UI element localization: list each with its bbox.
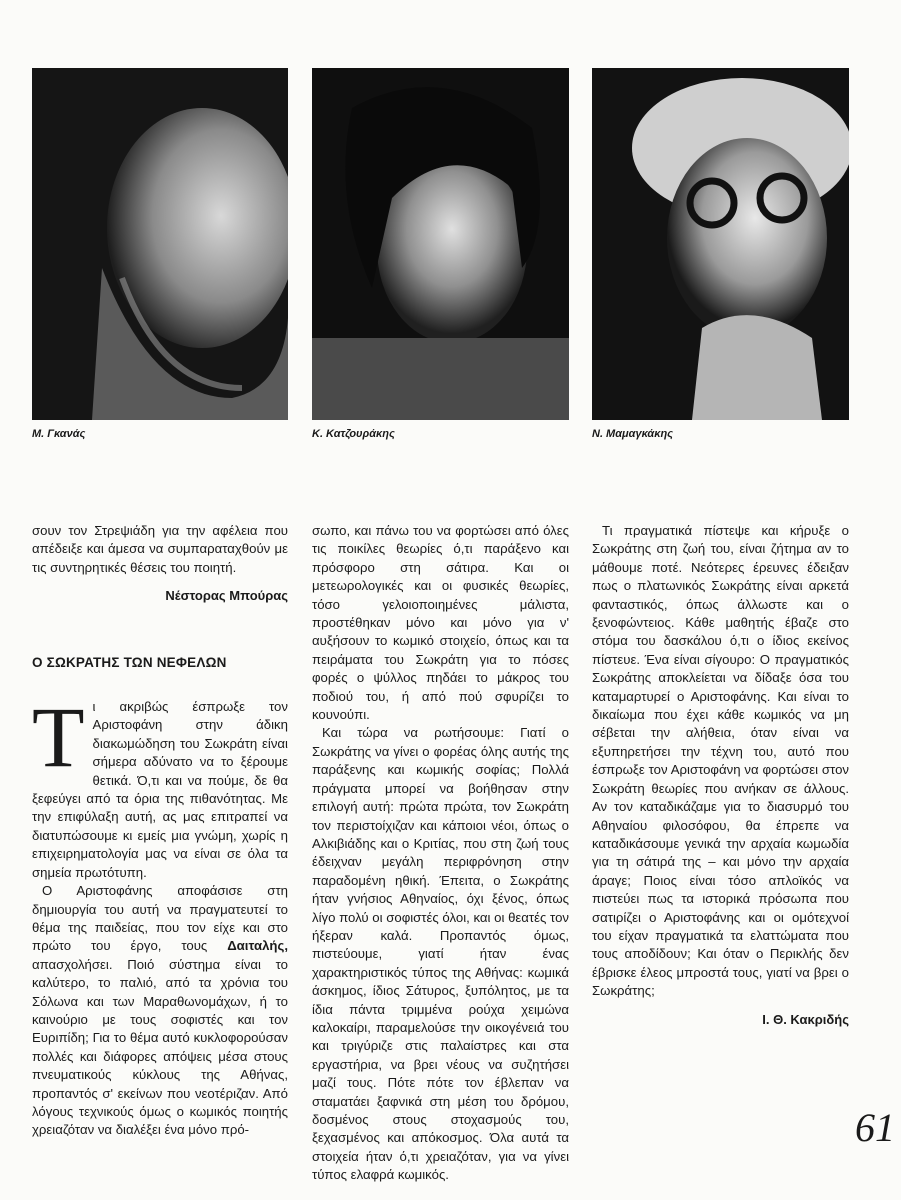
paragraph: Και τώρα να ρωτήσουμε: Γιατί ο Σωκράτης να γίνει ο φορέας όλης αυτής της παράξενης και κωμικής σοφίας; Πολλά πράγματα μπορεί να βοήθησαν στην επιλογή αυτή: πρώτα πρώτα, τον Σωκράτη τον περιστοίχιζαν και κάποιοι νέοι, όπως ο Αλκιβιάδης και ο Κριτίας, που στη ζωή τους έδειχναν μεγάλη περιφρόνηση στην παραδομένη ηθική. Έπειτα, ο Σωκράτης ήταν γνήσιος Αθηναίος, όχι ξένος, όπως λίγο πολύ οι σοφιστές όλοι, και οι θεατές τον ήξεραν καλά. Προπαντός όμως, πιστεύουμε, γιατί ήταν ένας χαρακτηριστικός τύπος της Αθήνας: κωμικά άσκημος, ίδιος Σάτυρος, ξυπόλητος, με τα ίδια πάντα τριμμένα ρούχα χειμώνα καλοκαίρι, παραμελούσε την οικογένειά του και τριγύριζε στις παλαίστρες και στα εργαστήρια, να βρει νέους να συζητήσει μαζί τους. Πότε πότε τον έβλεπαν να σταματάει ξαφνικά στη μέση του δρόμου, δοσμένος στους στοχασμούς του, ξεχασμένος και απόκοσμος. Όλα αυτά τα στοιχεία ήταν ό,τι χρειαζόταν, για να γίνει τύπος ελαφρά κωμικός. [312,725,569,1183]
photo-mamagkakis [592,68,849,420]
drop-cap: Τ [32,689,85,786]
portrait-image [592,68,849,420]
photo-caption-2: Κ. Κατζουράκης [312,428,395,440]
paragraph: Τι πραγματικά πίστεψε και κήρυξε ο Σωκράτης στη ζωή του, είναι ζήτημα αν το μάθουμε ποτέ. Νεότερες έρευνες έδειξαν πως ο πλατωνικός Σωκράτης είναι αρκετά φανταστικός, όπως άλλωστε και ο ξενοφώντειος. Κάθε μαθητής έβαζε στο στόμα του δασκάλου ό,τι ο ίδιος εκείνος πίστευε. Ένα είναι σίγουρο: Ο πραγματικός Σωκράτης αποκλείεται να δίδαξε όσα του καταμαρτυρεί ο Αριστοφάνης. Και είναι το δικαίωμα που έχει κάθε κωμικός να μη σέβεται την αλήθεια, όταν είναι να εξυπηρετήσει την τέχνη του, αυτό που έσπρωξε τον Αριστοφάνη να φορτώσει στον Σωκράτη θεωρίες που ανήκαν σε άλλους. Αν τον καταδικάζαμε για το διασυρμό του Αθηναίου φιλοσόφου, θα έπρεπε να καταδικάσουμε γενικά την αρχαία κωμωδία για τη σάτιρά της – και μόνο την αρχαία άραγε; Ποιος είναι τόσο απλοϊκός να πιστεύει πως τα ιστορικά πρόσωπα που σατιρίζει ο Αριστοφάνης και οι ομότεχνοί του είχαν πραγματικά τα ελαττώματα που τους αποδίδουν; Και όταν ο Περικλής δεν έβρισκε έλεος μπροστά τους, γιατί να βρει ο Σωκράτης; [592,523,849,999]
section-heading: Ο ΣΩΚΡΑΤΗΣ ΤΩΝ ΝΕΦΕΛΩΝ [32,654,227,670]
photo-caption-3: Ν. Μαμαγκάκης [592,428,674,440]
portrait-image [32,68,288,420]
author-signature: Νέστορας Μπούρας [165,588,288,604]
paragraph: σωπο, και πάνω του να φορτώσει από όλες τις ποικίλες θεωρίες ό,τι παράξενο και πρόσφορο στη σάτιρα. Και οι μετεωρολογικές και οι φυσικές θεωρίες, τόσο γελοιοποιημένες μάλιστα, προστέθηκαν μόνο και μόνο για ν' αυξήσουν το κωμικό στοιχείο, όπως και τα πειράματα του Σωκράτη για το πόσες φορές ο ψύλλος πηδάει το μάκρος του ποδιού του, ή από πού σφυρίζει το κουνούπι. [312,523,569,723]
article-column-3 [592,522,849,1029]
article-column-1 [32,522,288,1140]
paragraph: σουν τον Στρεψιάδη για την αφέλεια που απέδειξε και άμεσα να συμπαραταχθούν με τις συντηρητικές θέσεις του ποιητή. [32,523,288,575]
portrait-image [312,68,569,420]
photo-katzourakis [312,68,569,420]
photo-caption-1: Μ. Γκανάς [32,428,86,440]
photo-gkanas [32,68,288,420]
paragraph-text: Ο Αριστοφάνης αποφάσισε στη δημιουργία του αυτή να πραγματευτεί το θέμα της παιδείας, που τον είχε και στο πρώτο του έργο, τους [32,883,288,954]
paragraph-text: απασχολήσει. Ποιό σύστημα είναι το καλύτερο, το παλιό, από τα χρόνια του Σόλωνα και των Μαραθωνομάχων, ή το καινούριο με τους σοφιστές και τον Ευριπίδη; Για το θέμα αυτό κυκλοφορούσαν πολλές και διάφορες απόψεις μέσα στους πνευματικούς κύκλους της Αθήνας, προπαντός σ' εκείνων που νεοτέριζαν. Από λόγους τεχνικούς όμως ο κωμικός ποιητής χρειαζόταν να διαλέξει ένα μόνο πρό- [32,956,288,1138]
article-column-2 [312,522,569,1185]
play-title: Δαιταλής, [227,938,288,954]
paragraph-text: ι ακριβώς έσπρωξε τον Αριστοφάνη στην άδικη διακωμώδηση του Σωκράτη είναι σήμερα αδύνατο να το ξέρουμε θετικά. Ό,τι και να πούμε, δε θα ξεφεύγει από τα όρια της πιθανότητας. Με την επιφύλαξη αυτή, ας μας επιτραπεί να διατυπώσουμε κι εμείς μια γνώμη, χωρίς η επιχειρηματολογία μας να είναι σε όλα τα σημεία πρωτότυπη. [32,699,288,880]
paragraph [32,882,288,1140]
page-number: 61 [855,1105,895,1150]
paragraph [32,689,288,882]
author-signature: Ι. Θ. Κακριδής [762,1011,849,1027]
